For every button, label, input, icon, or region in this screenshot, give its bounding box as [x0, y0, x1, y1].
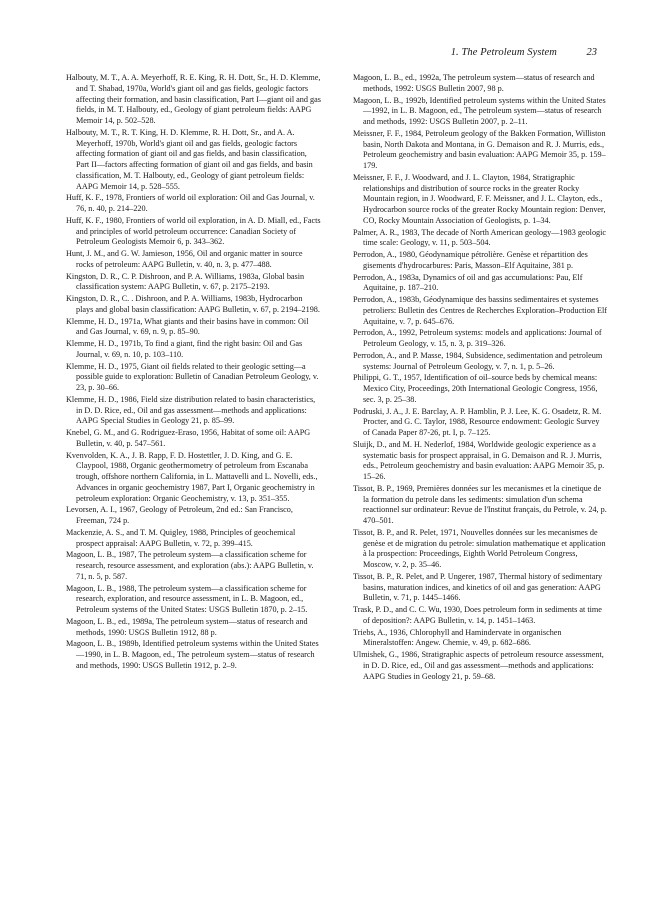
reference-entry: Meissner, F. F., 1984, Petroleum geology of the Bakken Formation, Williston basin, North Dakota and Montana, in G. Demaison and R. J. Murris, eds., Petroleum geochemistry and basin evaluation: AAPG Memoir 35, p. 159–179.	[353, 128, 606, 170]
reference-entry: Kingston, D. R., C. . Dishroon, and P. A. Williams, 1983b, Hydrocarbon plays and global basin classification: AAPG Bulletin, v. 67, p. 2194–2198.	[66, 294, 320, 314]
reference-entry: Halbouty, M. T., A. A. Meyerhoff, R. E. King, R. H. Dott, Sr., H. D. Klemme, and T. Shabad, 1970a, World's giant oil and gas fields, geologic factors affecting their formation, and basin classification, Part I—giant oil and gas fields, in M. T. Halbouty, ed., Geology of giant petroleum fields: AAPG Memoir 14, p. 502–528.	[66, 73, 321, 125]
reference-entry: Meissner, F. F., J. Woodward, and J. L. Clayton, 1984, Stratigraphic relationships and distribution of source rocks in the greater Rocky Mountain region, in J. Woodward, F. F. Meissner, and J. L. Clayton, eds., Hydrocarbon source rocks of the greater Rocky Mountain region: Denver, CO, Rocky Mountain Association of Geologists, p. 1–34.	[353, 172, 606, 225]
page-header	[64, 47, 597, 61]
reference-entry: Trask, P. D., and C. C. Wu, 1930, Does petroleum form in sediments at time of deposition?: AAPG Bulletin, v. 14, p. 1451–1463.	[353, 605, 602, 625]
reference-entry: Philippi, G. T., 1957, Identification of oil–source beds by chemical means: Mexico City, Proceedings, 20th International Geologic Congress, 1956, sec. 3, p. 25–38.	[353, 373, 598, 404]
reference-entry: Tissot, B. P., R. Pelet, and P. Ungerer, 1987, Thermal history of sedimentary basins, maturation indices, and kinetics of oil and gas generation: AAPG Bulletin, v. 71, p. 1445–1466.	[353, 571, 603, 603]
reference-entry: Podruski, J. A., J. E. Barclay, A. P. Hamblin, P. J. Lee, K. G. Osadetz, R. M. Procter, and G. C. Taylor, 1988, Resource endowment: Geologic Survey of Canada Paper 87-26, pt. I, p. 7–125.	[353, 406, 602, 437]
reference-entry: Kingston, D. R., C. P. Dishroon, and P. A. Williams, 1983a, Global basin classification system: AAPG Bulletin, v. 67, p. 2175–2193.	[66, 271, 305, 292]
reference-entry: Levorsen, A. I., 1967, Geology of Petroleum, 2nd ed.: San Francisco, Freeman, 724 p.	[66, 505, 293, 525]
reference-entry: Palmer, A. R., 1983, The decade of North American geology—1983 geologic time scale: Geology, v. 11, p. 503–504.	[353, 227, 607, 248]
reference-entry: Hunt, J. M., and G. W. Jamieson, 1956, Oil and organic matter in source rocks of petroleum: AAPG Bulletin, v. 40, n. 3, p. 477–488.	[66, 249, 303, 269]
reference-entry: Perrodon, A., 1983a, Dynamics of oil and gas accumulations: Pau, Elf Aquitaine, p. 187–210.	[353, 272, 583, 293]
reference-entry: Magoon, L. B., ed., 1992a, The petroleum system—status of research and methods, 1992: USGS Bulletin 2007, 98 p.	[353, 73, 595, 93]
references-left-column	[66, 73, 321, 673]
reference-entry: Magoon, L. B., 1988, The petroleum system—a classification scheme for research, exploration, and resource assessment, in L. B. Magoon, ed., Petroleum systems of the United States: USGS Bulletin 1870, p. 2–15.	[66, 583, 308, 614]
running-head: 1. The Petroleum System	[450, 47, 557, 58]
reference-entry: Halbouty, M. T., R. T. King, H. D. Klemme, R. H. Dott, Sr., and A. A. Meyerhoff, 1970b, World's giant oil and gas fields, geologic factors affecting formation of giant oil and gas fields, and basin classification, Part II—factors affecting formation of giant oil and gas fields, and basin classification, M. T. Halbouty, ed., Geology of giant petroleum fields: AAPG Memoir 14, p. 528–555.	[66, 127, 313, 191]
reference-entry: Mackenzie, A. S., and T. M. Quigley, 1988, Principles of geochemical prospect appraisal: AAPG Bulletin, v. 72, p. 399–415.	[66, 527, 296, 548]
reference-entry: Magoon, L. B., 1992b, Identified petroleum systems within the United States—1992, in L. B. Magoon, ed., The petroleum system—status of research and methods, 1992: USGS Bulletin 2007, p. 2–11.	[353, 95, 606, 126]
reference-entry: Tissot, B. P., 1969, Premières données sur les mecanismes et la cinetique de la formation du petrole dans les sediments: simulation d'un schema reactionnel sur ordinateur: Revue de l'Institut français, du Petrole, v. 24, p. 470–501.	[353, 483, 607, 525]
reference-entry: Tissot, B. P., and R. Pelet, 1971, Nouvelles données sur les mecanismes de genèse et de migration du petrole: simulation mathematique et application à la prospection: Proceedings, Eighth World Petroleum Congress, Moscow, v. 2, p. 35–46.	[353, 527, 606, 569]
references-right-column	[353, 73, 608, 683]
reference-entry: Knebel, G. M., and G. Rodriguez-Eraso, 1956, Habitat of some oil: AAPG Bulletin, v. 40, p. 547–561.	[66, 428, 311, 448]
reference-entry: Klemme, H. D., 1986, Field size distribution related to basin characteristics, in D. D. Rice, ed., Oil and gas assessment—methods and applications: AAPG Special Studies in Geology 21, p. 85–99.	[66, 394, 316, 426]
reference-entry: Klemme, H. D., 1971b, To find a giant, find the right basin: Oil and Gas Journal, v. 69, n. 10, p. 103–110.	[66, 339, 303, 359]
reference-entry: Ulmishek, G., 1986, Stratigraphic aspects of petroleum resource assessment, in D. D. Rice, ed., Oil and gas assessment—methods and applications: AAPG Studies in Geology 21, p. 59–68.	[353, 650, 604, 681]
reference-entry: Kvenvolden, K. A., J. B. Rapp, F. D. Hostettler, J. D. King, and G. E. Claypool, 1988, Organic geothermometry of petroleum from Escanaba trough, offshore northern California, in L. Mattavelli and L. Novelli, eds., Advances in organic geochemistry 1987, Part I, Organic geochemistry in petroleum exploration: Organic Geochemistry, v. 13, p. 351–355.	[66, 450, 318, 503]
reference-entry: Magoon, L. B., 1987, The petroleum system—a classification scheme for research, resource assessment, and exploration (abs.): AAPG Bulletin, v. 71, n. 5, p. 587.	[66, 550, 314, 581]
reference-entry: Perrodon, A., 1992, Petroleum systems: models and applications: Journal of Petroleum Geology, v. 15, n. 3, p. 319–326.	[353, 328, 602, 348]
reference-entry: Sluijk, D., and M. H. Nederlof, 1984, Worldwide geologic experience as a systematic basis for prospect appraisal, in G. Demaison and R. J. Murris, eds., Petroleum geochemistry and basin evaluation: AAPG Memoir 35, p. 15–26.	[353, 439, 605, 481]
page-number: 23	[586, 47, 597, 58]
reference-entry: Magoon, L. B., ed., 1989a, The petroleum system—status of research and methods, 1990: USGS Bulletin 1912, 88 p.	[66, 616, 308, 637]
reference-entry: Triebs, A., 1936, Chlorophyll and Hamindervate in organischen Mineralstoffen: Angew. Chemie, v. 49, p. 682–686.	[353, 627, 562, 648]
reference-entry: Perrodon, A., 1980, Géodynamique pétrolière. Genèse et répartition des gisements d'hydrocarbures: Paris, Masson–Elf Aquitaine, 381 p.	[353, 250, 588, 270]
reference-entry: Klemme, H. D., 1975, Giant oil fields related to their geologic setting—a possible guide to exploration: Bulletin of Canadian Petroleum Geology, v. 23, p. 30–66.	[66, 361, 319, 392]
reference-entry: Perrodon, A., and P. Masse, 1984, Subsidence, sedimentation and petroleum systems: Journal of Petroleum Geology, v. 7, n. 1, p. 5–26.	[353, 350, 603, 371]
reference-entry: Magoon, L. B., 1989b, Identified petroleum systems within the United States—1990, in L. B. Magoon, ed., The petroleum system—status of research and methods, 1990: USGS Bulletin 1912, p. 2–9.	[66, 639, 319, 670]
reference-entry: Huff, K. F., 1980, Frontiers of world oil exploration, in A. D. Miall, ed., Facts and principles of world petroleum occurrence: Canadian Society of Petroleum Geologists Memoir 6, p. 343–362.	[66, 215, 321, 247]
reference-entry: Klemme, H. D., 1971a, What giants and their basins have in common: Oil and Gas Journal, v. 69, n. 9, p. 85–90.	[66, 316, 309, 337]
reference-entry: Perrodon, A., 1983b, Géodynamique des bassins sedimentaires et systemes petroliers: Bulletin des Centres de Recherches Exploration–Production Elf Aquitaine, v. 7, p. 645–676.	[353, 295, 607, 326]
reference-entry: Huff, K. F., 1978, Frontiers of world oil exploration: Oil and Gas Journal, v. 76, n. 40, p. 214–220.	[66, 193, 315, 213]
